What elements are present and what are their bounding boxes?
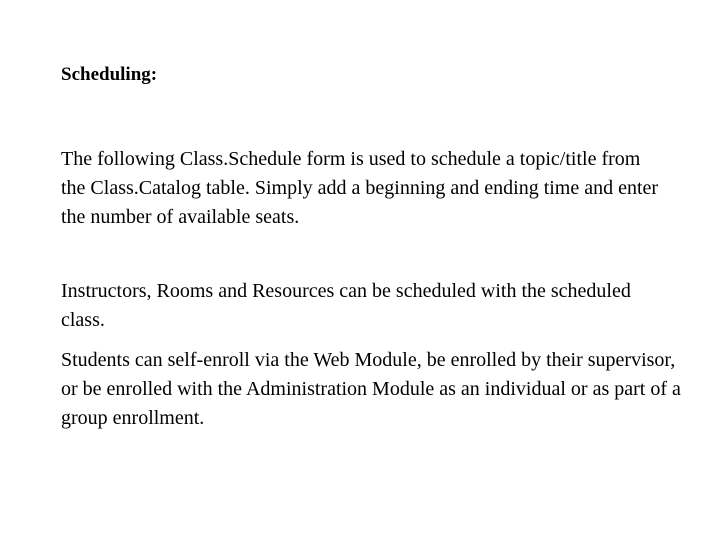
paragraph-instructors-rooms: Instructors, Rooms and Resources can be scheduled with the scheduled class.: [61, 280, 631, 331]
section-heading: Scheduling:: [61, 64, 158, 85]
paragraph-students-enroll: Students can self-enroll via the Web Module, be enrolled by their supervisor, or be enrolled with the Administration Module as an individual or as part of a group enrollment.: [61, 349, 681, 429]
paragraph-class-schedule: The following Class.Schedule form is used to schedule a topic/title from the Class.Catalog table. Simply add a beginning and ending time and enter the number of available seats.: [61, 148, 659, 228]
